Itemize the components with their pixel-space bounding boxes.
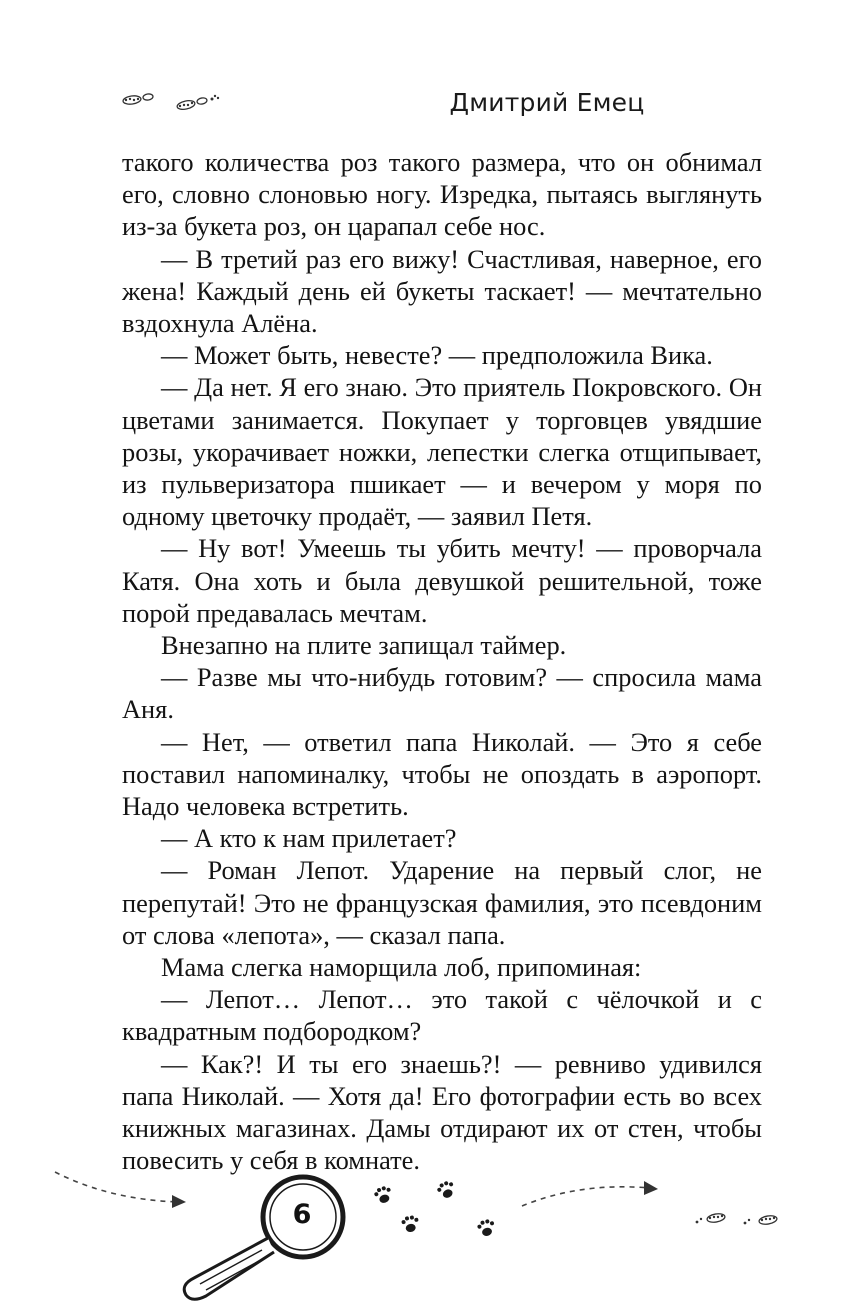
- paragraph: — Нет, — ответил папа Николай. — Это я себе поставил напоминалку, чтобы не опоздать в аэропорт. Надо человека встретить.: [122, 726, 762, 822]
- paragraph: — Разве мы что-нибудь готовим? — спросила мама Аня.: [122, 662, 762, 725]
- paragraph: — В третий раз его вижу! Счастливая, наверное, его жена! Каждый день ей букеты таскает! — мечтательно вздохнула Алёна.: [122, 243, 762, 339]
- paragraph: Внезапно на плите запищал таймер.: [161, 630, 567, 661]
- footprints-icon: [696, 1212, 778, 1225]
- paragraph: — Ну вот! Умеешь ты убить мечту! — проворчала Катя. Она хоть и была девушкой решительной, тоже порой предавалась мечтам.: [122, 533, 762, 628]
- dashed-arrow-icon: [522, 1181, 658, 1206]
- paragraph: — Может быть, невесте? — предположила Вика.: [161, 340, 713, 371]
- paragraph: — А кто к нам прилетает?: [161, 823, 457, 854]
- dashed-arrow-icon: [55, 1172, 186, 1208]
- paragraph: — Да нет. Я его знаю. Это приятель Покровского. Он цветами занимается. Покупает у торговцев увядшие розы, укорачивает ножки, лепестки слегка отщипывает, из пульверизатора пшикает — и вечером у моря по одному цветочку продаёт, — заявил Петя.: [122, 372, 762, 532]
- footer-decoration: [0, 1160, 844, 1311]
- page-body: [122, 146, 762, 1177]
- page-header: [0, 82, 844, 122]
- paragraph: — Лепот… Лепот… это такой с чёлочкой и с квадратным подбородком?: [122, 984, 762, 1047]
- page-number: 6: [292, 1199, 312, 1230]
- paragraph: Мама слегка наморщила лоб, припоминая:: [161, 952, 642, 983]
- paragraph: — Роман Лепот. Ударение на первый слог, не перепутай! Это не французская фамилия, это псевдоним от слова «лепота», — сказал папа.: [122, 855, 762, 950]
- paragraph: такого количества роз такого размера, что он обнимал его, словно слоновью ногу. Изредка, пытаясь выглянуть из-за букета роз, он царапал себе нос.: [122, 147, 762, 242]
- author-name: Дмитрий Емец: [449, 88, 645, 117]
- paw-prints-icon: [373, 1179, 497, 1238]
- paragraph: — Как?! И ты его знаешь?! — ревниво удивился папа Николай. — Хотя да! Его фотографии есть во всех книжных магазинах. Дамы отдирают их от стен, чтобы повесить у себя в комнате.: [122, 1048, 762, 1176]
